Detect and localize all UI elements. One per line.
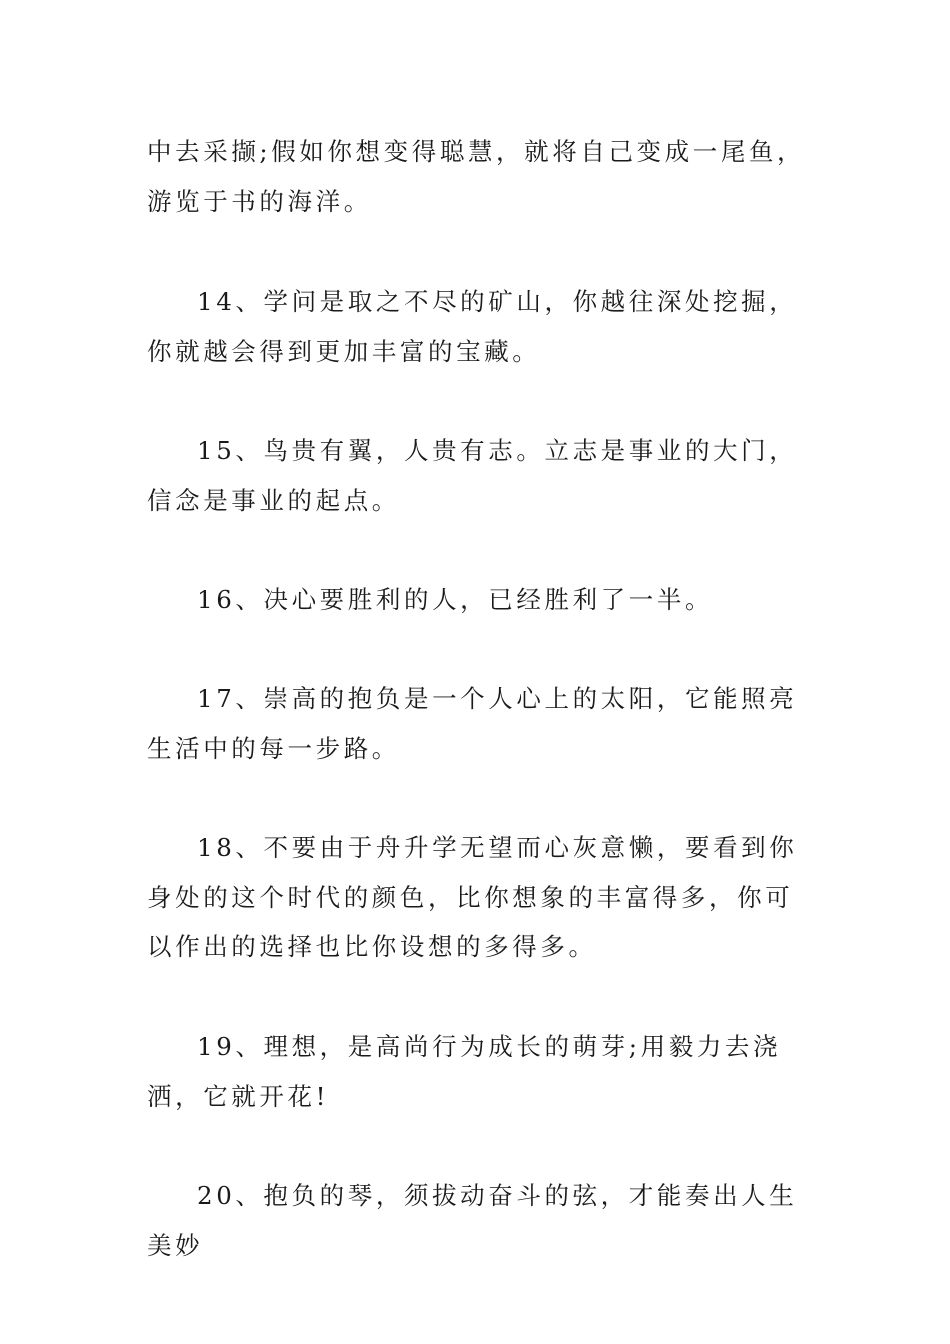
paragraph-14: 14、学问是取之不尽的矿山，你越往深处挖掘，你就越会得到更加丰富的宝藏。 [147, 287, 798, 366]
paragraph-19: 19、理想，是高尚行为成长的萌芽;用毅力去浇洒，它就开花! [147, 1032, 782, 1111]
paragraph-17: 17、崇高的抱负是一个人心上的太阳，它能照亮生活中的每一步路。 [147, 684, 798, 763]
paragraph-15: 15、鸟贵有翼，人贵有志。立志是事业的大门，信念是事业的起点。 [147, 436, 798, 515]
paragraph-18: 18、不要由于舟升学无望而心灰意懒，要看到你身处的这个时代的颜色，比你想象的丰富得多，你可以作出的选择也比你设想的多得多。 [147, 833, 798, 961]
paragraph-16: 16、决心要胜利的人，已经胜利了一半。 [197, 585, 714, 614]
paragraph-20: 20、抱负的琴，须拔动奋斗的弦，才能奏出人生美妙 [147, 1181, 798, 1260]
paragraph-13-continued: 中去采撷;假如你想变得聪慧，就将自己变成一尾鱼，游览于书的海洋。 [147, 137, 806, 216]
